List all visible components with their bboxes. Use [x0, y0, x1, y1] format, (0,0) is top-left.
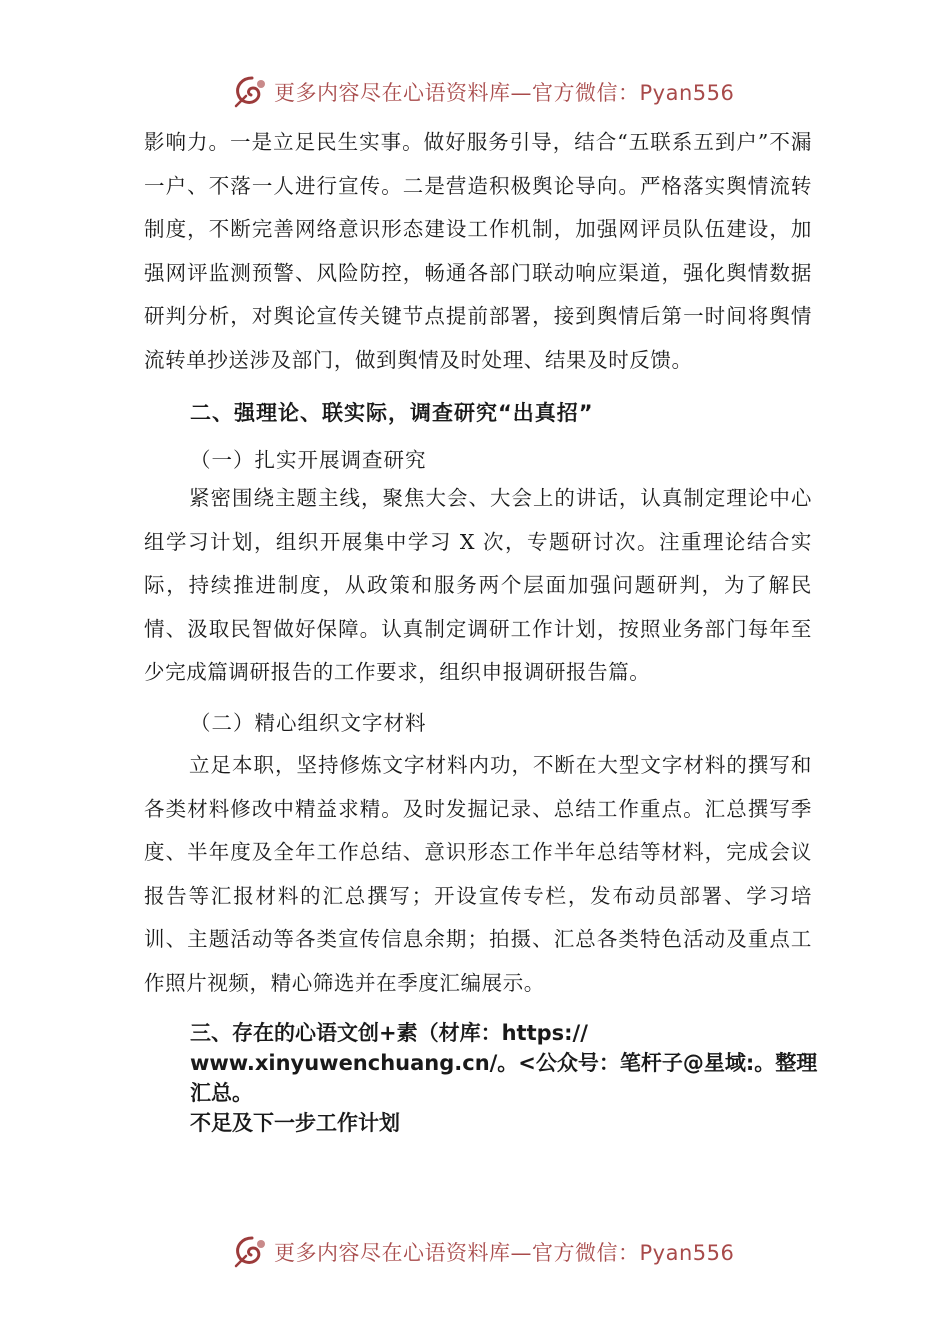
section-heading-3-line-2: www.xinyuwenchuang.cn/。<公众号：笔杆子@星域:。整理汇总。	[190, 1051, 818, 1105]
footer-watermark-text: 更多内容尽在心语资料库—官方微信：Pyan556	[274, 1241, 735, 1265]
body-paragraph-3: 立足本职，坚持修炼文字材料内功，不断在大型文字材料的撰写和各类材料修改中精益求精。及时发掘记录、总结工作重点。汇总撰写季度、半年度及全年工作总结、意识形态工作半年总结等材料，完成会议报告等汇报材料的汇总撰写；开设宣传专栏，发布动员部署、学习培训、主题活动等各类宣传信息余期；拍摄、汇总各类特色活动及重点工作照片视频，精心筛选并在季度汇编展示。	[144, 753, 812, 995]
swirl-logo-icon	[232, 1232, 272, 1272]
header-watermark-text: 更多内容尽在心语资料库—官方微信：Pyan556	[274, 81, 735, 105]
body-paragraph-2: 紧密围绕主题主线，聚焦大会、大会上的讲话，认真制定理论中心组学习计划，组织开展集中学习 X 次，专题研讨次。注重理论结合实际，持续推进制度，从政策和服务两个层面加强问题研判，为了解民情、汲取民智做好保障。认真制定调研工作计划，按照业务部门每年至少完成篇调研报告的工作要求，组织申报调研报告篇。	[144, 486, 812, 685]
section-heading-3	[190, 1018, 830, 1138]
body-paragraph-1: 影响力。一是立足民生实事。做好服务引导，结合“五联系五到户”不漏一户、不落一人进行宣传。二是营造积极舆论导向。严格落实舆情流转制度，不断完善网络意识形态建设工作机制，加强网评员队伍建设，加强网评监测预警、风险防控，畅通各部门联动响应渠道，强化舆情数据研判分析，对舆论宣传关键节点提前部署，接到舆情后第一时间将舆情流转单抄送涉及部门，做到舆情及时处理、结果及时反馈。	[144, 130, 812, 372]
subsection-heading-1: （一）扎实开展调查研究	[190, 448, 427, 472]
section-heading-2: 二、强理论、联实际，调查研究“出真招”	[190, 401, 594, 425]
section-heading-3-line-1: 三、存在的心语文创+素（材库：https://	[190, 1021, 588, 1045]
subsection-heading-2: （二）精心组织文字材料	[190, 711, 427, 735]
header-watermark-banner	[232, 72, 734, 112]
section-heading-3-line-3: 不足及下一步工作计划	[190, 1111, 400, 1135]
footer-watermark-banner	[232, 1232, 734, 1272]
swirl-logo-icon	[232, 72, 272, 112]
